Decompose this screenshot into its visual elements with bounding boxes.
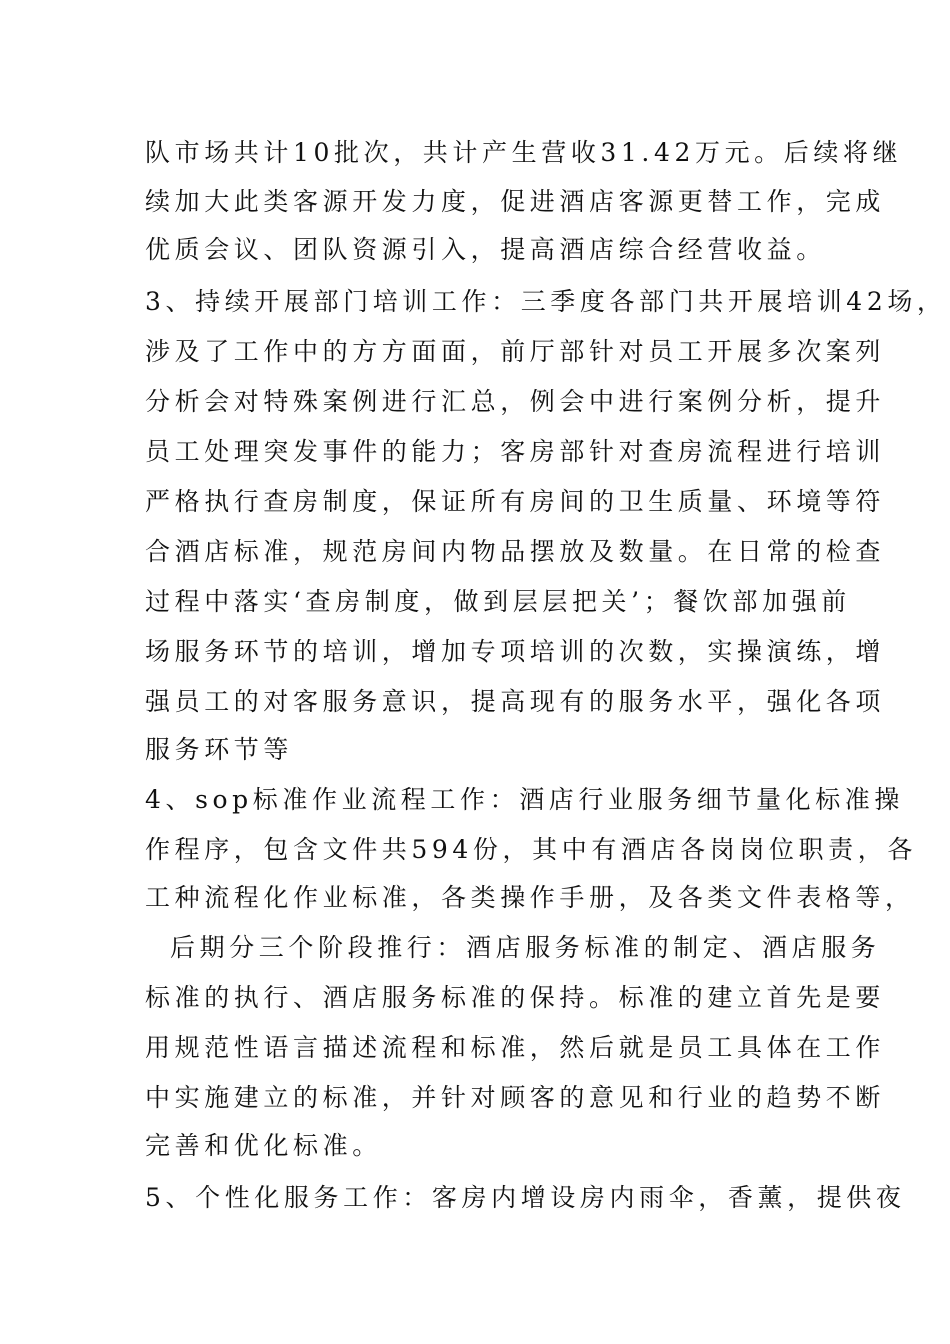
text-line: 分析会对特殊案例进行汇总，例会中进行案例分析，提升 xyxy=(145,387,886,416)
text-line: 涉及了工作中的方方面面，前厅部针对员工开展多次案列 xyxy=(145,337,886,366)
text-line: 5、个性化服务工作：客房内增设房内雨伞，香薰，提供夜 xyxy=(145,1183,906,1212)
text-line: 用规范性语言描述流程和标准，然后就是员工具体在工作 xyxy=(145,1033,886,1062)
text-line: 3、持续开展部门培训工作：三季度各部门共开展培训42场， xyxy=(145,287,947,316)
text-line: 员工处理突发事件的能力；客房部针对查房流程进行培训 xyxy=(145,437,886,466)
text-line: 服务环节等 xyxy=(145,735,294,764)
text-line: 工种流程化作业标准，各类操作手册，及各类文件表格等， xyxy=(145,883,915,912)
text-line: 后期分三个阶段推行：酒店服务标准的制定、酒店服务 xyxy=(170,933,881,962)
text-line: 严格执行查房制度，保证所有房间的卫生质量、环境等符 xyxy=(145,487,886,516)
text-line: 标准的执行、酒店服务标准的保持。标准的建立首先是要 xyxy=(145,983,886,1012)
text-line: 4、sop标准作业流程工作：酒店行业服务细节量化标准操 xyxy=(145,785,904,814)
text-line: 队市场共计10批次，共计产生营收31.42万元。后续将继 xyxy=(145,138,903,167)
text-line: 场服务环节的培训，增加专项培训的次数，实操演练，增 xyxy=(145,637,886,666)
text-line: 过程中落实‘查房制度，做到层层把关’；餐饮部加强前 xyxy=(145,587,851,616)
text-line: 续加大此类客源开发力度，促进酒店客源更替工作，完成 xyxy=(145,187,886,216)
text-line: 完善和优化标准。 xyxy=(145,1131,382,1160)
text-line: 合酒店标准，规范房间内物品摆放及数量。在日常的检查 xyxy=(145,537,886,566)
text-line: 作程序，包含文件共594份，其中有酒店各岗岗位职责，各 xyxy=(145,835,917,864)
text-line: 中实施建立的标准，并针对顾客的意见和行业的趋势不断 xyxy=(145,1083,886,1112)
text-line: 优质会议、团队资源引入，提高酒店综合经营收益。 xyxy=(145,235,826,264)
text-line: 强员工的对客服务意识，提高现有的服务水平，强化各项 xyxy=(145,687,886,716)
